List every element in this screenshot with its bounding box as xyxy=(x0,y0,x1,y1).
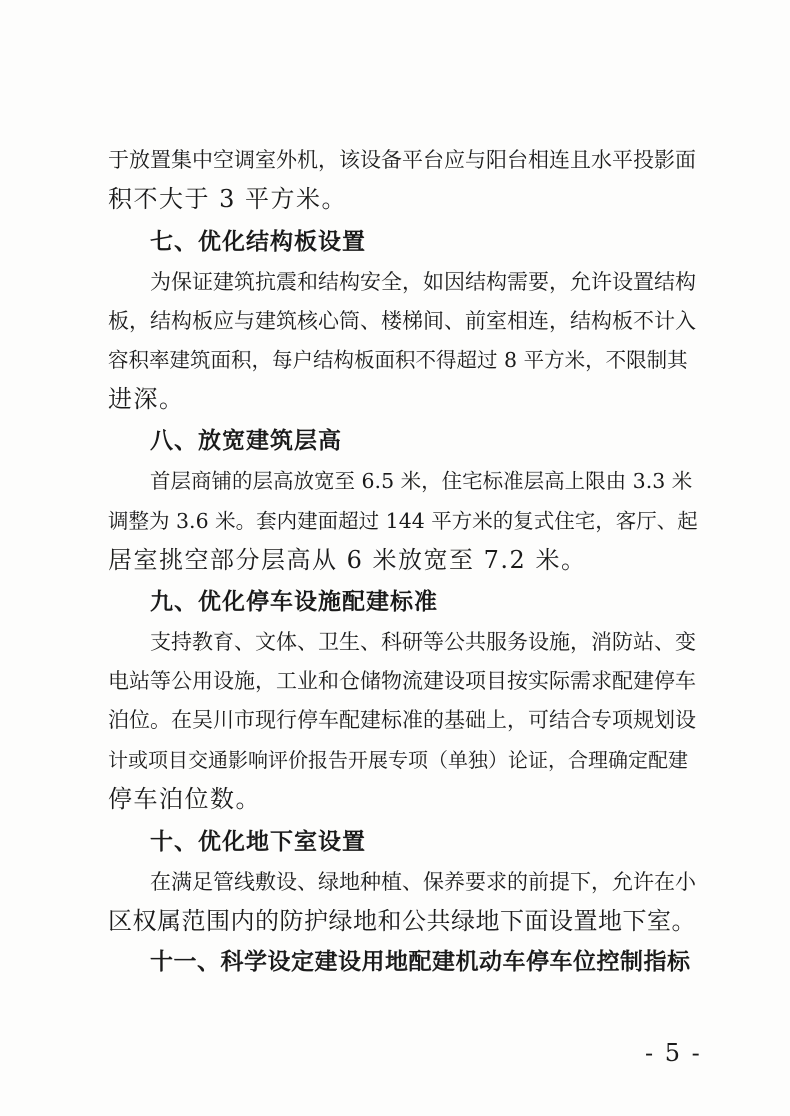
body-line: 停车泊位数。 xyxy=(108,785,261,813)
section-heading: 十、优化地下室设置 xyxy=(150,829,366,855)
body-line: 区权属范围内的防护绿地和公共绿地下面设置地下室。 xyxy=(108,907,696,935)
page-number: - 5 - xyxy=(645,1039,702,1067)
body-line: 支持教育、文体、卫生、科研等公共服务设施，消防站、变 xyxy=(150,630,696,654)
body-line: 泊位。在吴川市现行停车配建标准的基础上，可结合专项规划设 xyxy=(108,708,696,732)
section-heading: 七、优化结构板设置 xyxy=(150,229,366,255)
body-line: 电站等公用设施，工业和仓储物流建设项目按实际需求配建停车 xyxy=(108,669,696,693)
body-line: 于放置集中空调室外机，该设备平台应与阳台相连且水平投影面 xyxy=(108,148,696,172)
section-heading: 十一、科学设定建设用地配建机动车停车位控制指标 xyxy=(150,949,691,975)
body-line: 积不大于 3 平方米。 xyxy=(108,185,348,213)
body-line: 板，结构板应与建筑核心筒、楼梯间、前室相连，结构板不计入 xyxy=(108,309,696,333)
body-line: 进深。 xyxy=(108,385,185,413)
section-heading: 九、优化停车设施配建标准 xyxy=(150,589,438,615)
body-line: 调整为 3.6 米。套内建面超过 144 平方米的复式住宅，客厅、起 xyxy=(108,509,698,533)
body-line: 首层商铺的层高放宽至 6.5 米，住宅标准层高上限由 3.3 米 xyxy=(150,469,693,493)
body-line: 在满足管线敷设、绿地种植、保养要求的前提下，允许在小 xyxy=(150,870,696,894)
body-line: 居室挑空部分层高从 6 米放宽至 7.2 米。 xyxy=(108,546,587,574)
body-line: 容积率建筑面积，每户结构板面积不得超过 8 平方米，不限制其 xyxy=(108,348,688,372)
section-heading: 八、放宽建筑层高 xyxy=(150,428,342,454)
body-line: 为保证建筑抗震和结构安全，如因结构需要，允许设置结构 xyxy=(150,270,696,294)
body-line: 计或项目交通影响评价报告开展专项（单独）论证，合理确定配建 xyxy=(108,748,688,772)
